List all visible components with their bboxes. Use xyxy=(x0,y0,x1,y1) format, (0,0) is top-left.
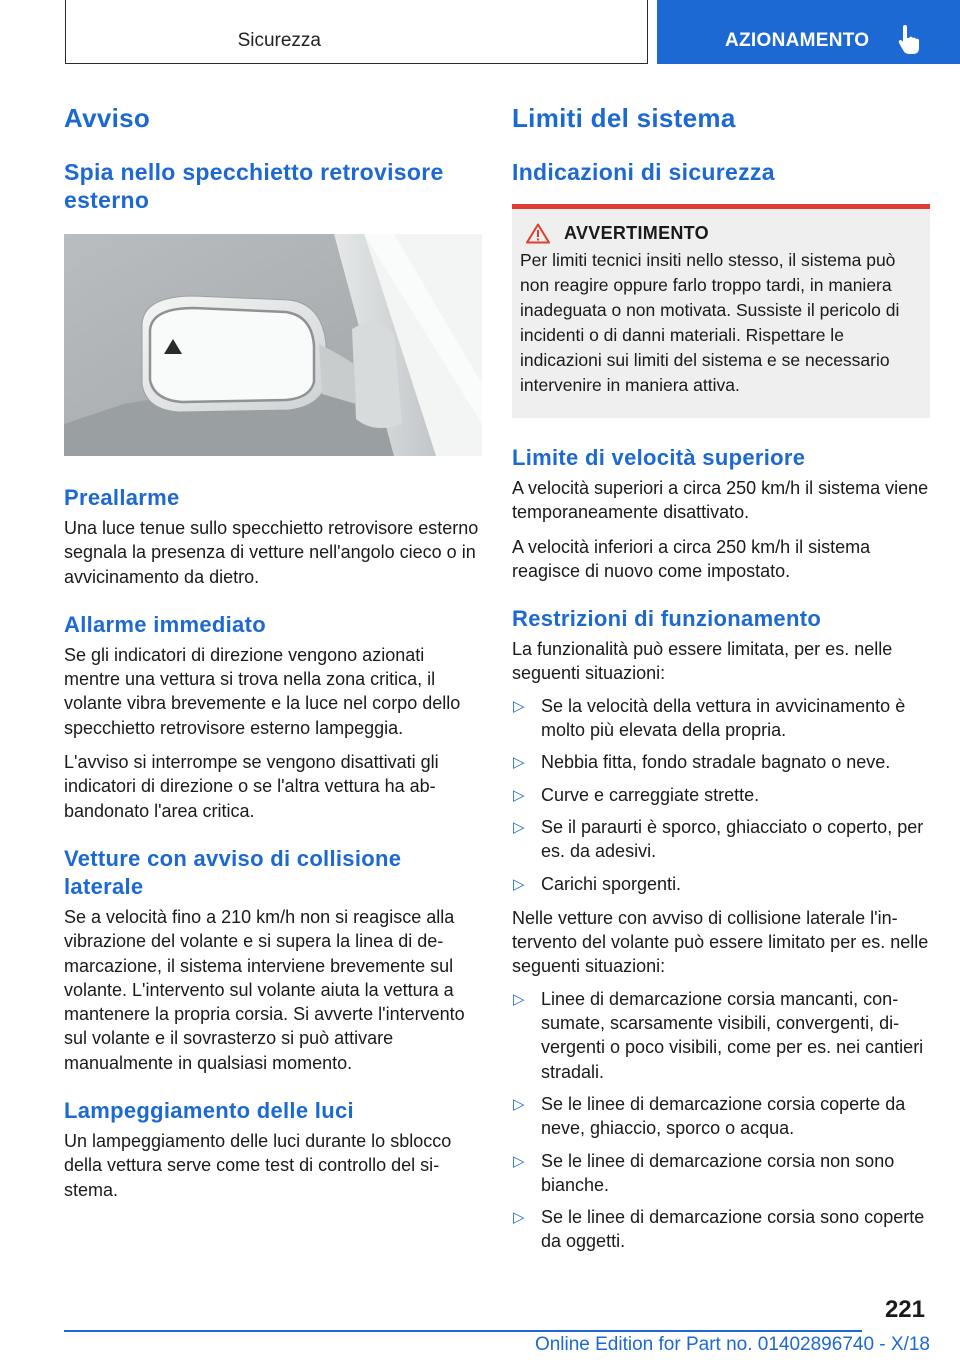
section-title-limiti: Limiti del sistema xyxy=(512,103,736,133)
heading-lampeggiamento: Lampeggiamento delle luci xyxy=(64,1098,354,1124)
footer-edition: Online Edition for Part no. 01402896740 - X/18 xyxy=(534,1334,930,1355)
restrizioni-list xyxy=(512,694,930,896)
bullet-triangle-icon: ▷ xyxy=(513,1209,525,1227)
bullet-triangle-icon: ▷ xyxy=(513,786,525,804)
list-item: ▷ Se le linee di demarcazione corsia non sono bianche. xyxy=(513,1150,895,1195)
warning-title: AVVERTIMENTO xyxy=(564,223,709,243)
subsection-title-indicazioni: Indicazioni di sicurezza xyxy=(512,159,775,185)
subsection-title-spia: Spia nello specchietto retrovisore esterno xyxy=(64,159,444,213)
warning-triangle-icon xyxy=(526,223,550,244)
header-frame xyxy=(65,0,648,64)
header-chapter-tab[interactable] xyxy=(657,0,960,64)
bullet-triangle-icon: ▷ xyxy=(513,990,525,1008)
heading-allarme-immediato: Allarme immediato xyxy=(64,611,266,637)
left-column xyxy=(64,100,482,1202)
bullet-triangle-icon: ▷ xyxy=(513,1152,525,1170)
text-restrizioni-intro: La funzionalità può essere limitata, per es. nelle seguenti situazioni: xyxy=(512,639,893,684)
text-velocita-2: A velocità inferiori a circa 250 km/h il sistema reagisce di nuovo come impostato. xyxy=(512,536,871,581)
heading-restrizioni: Restrizioni di funzionamento xyxy=(512,606,822,632)
text-preallarme: Una luce tenue sullo specchietto retrovisore esterno segnala la presenza di vetture nell'angolo cieco o in avvicinamento da dietro. xyxy=(64,518,479,587)
warning-header xyxy=(520,223,922,244)
mirror-warning-triangle-icon xyxy=(64,234,482,456)
heading-preallarme: Preallarme xyxy=(64,485,180,510)
bullet-triangle-icon: ▷ xyxy=(513,875,525,893)
list-item: ▷ Se la velocità della vettura in avvicinamento è molto più elevata della propria. xyxy=(513,695,906,741)
heading-collisione-laterale: Vetture con avviso di collisione laterale xyxy=(64,845,402,899)
header-chapter-label: AZIONAMENTO xyxy=(725,30,870,51)
header-section-title: Sicurezza xyxy=(237,30,321,51)
bullet-triangle-icon: ▷ xyxy=(513,754,525,772)
list-item: ▷ Se le linee di demarcazione corsia sono coperte da oggetti. xyxy=(513,1207,925,1252)
warning-text: Per limiti tecnici insiti nello stesso, il sistema può non reagire oppure farlo troppo tardi, in maniera inadeguata o non motivata. Sussiste il pericolo di incidenti o di danni materiali. Rispettare le indicazioni sui limiti del sistema e se necessario intervenire in maniera attiva. xyxy=(520,250,900,395)
right-column xyxy=(512,100,930,1254)
demarcazione-list xyxy=(512,987,930,1254)
text-velocita-1: A velocità superiori a circa 250 km/h il sistema viene temporaneamente disattivato. xyxy=(512,478,929,523)
list-item: ▷ Linee di demarcazione corsia mancanti, consumate, scarsamente visibili, convergenti, divergenti o poco visibili, come per es. nei cantieri stradali. xyxy=(513,988,924,1082)
bullet-triangle-icon: ▷ xyxy=(513,697,525,715)
list-item: ▷ Curve e carreggiate strette. xyxy=(512,783,930,807)
text-lampeggiamento: Un lampeggiamento delle luci durante lo sblocco della vettura serve come test di controllo del sistema. xyxy=(64,1131,452,1200)
text-collisione: Se a velocità fino a 210 km/h non si reagisce alla vibrazione del volante e si supera la linea di demarcazione, il sistema interviene brevemente sul volante. L'intervento sul volante aiuta la vettura a mantenere la propria corsia. Si avverte l'intervento sul volante e il sovrasterzo si può attivare manualmente in qualsiasi momento. xyxy=(64,906,465,1073)
footer-divider xyxy=(64,1330,862,1332)
warning-box xyxy=(512,204,930,418)
text-allarme-2: L'avviso si interrompe se vengono disattivati gli indicatori di direzione o se l'altra vettura ha abbandonato l'area critica. xyxy=(64,752,439,821)
section-title-avviso: Avviso xyxy=(64,103,151,133)
list-item: ▷ Carichi sporgenti. xyxy=(512,872,930,896)
hand-pointer-icon xyxy=(894,24,924,56)
text-allarme-1: Se gli indicatori di direzione vengono azionati mentre una vettura si trova nella zona critica, il volante vibra brevemente e la luce nel corpo dello specchietto retrovisore esterno lampeggia. xyxy=(64,644,461,738)
list-item: ▷ Se il paraurti è sporco, ghiacciato o coperto, per es. da adesivi. xyxy=(513,816,924,862)
list-item: ▷ Nebbia fitta, fondo stradale bagnato o neve. xyxy=(512,750,930,774)
bullet-triangle-icon: ▷ xyxy=(513,1095,525,1113)
text-collisione-intro: Nelle vetture con avviso di collisione laterale l'intervento del volante può essere limitato per es. nelle seguenti situazioni: xyxy=(512,907,929,977)
heading-limite-velocita: Limite di velocità superiore xyxy=(512,445,806,470)
page-number: 221 xyxy=(884,1296,925,1323)
bullet-triangle-icon: ▷ xyxy=(513,818,525,836)
list-item: ▷ Se le linee di demarcazione corsia coperte da neve, ghiaccio, sporco o acqua. xyxy=(513,1093,906,1139)
